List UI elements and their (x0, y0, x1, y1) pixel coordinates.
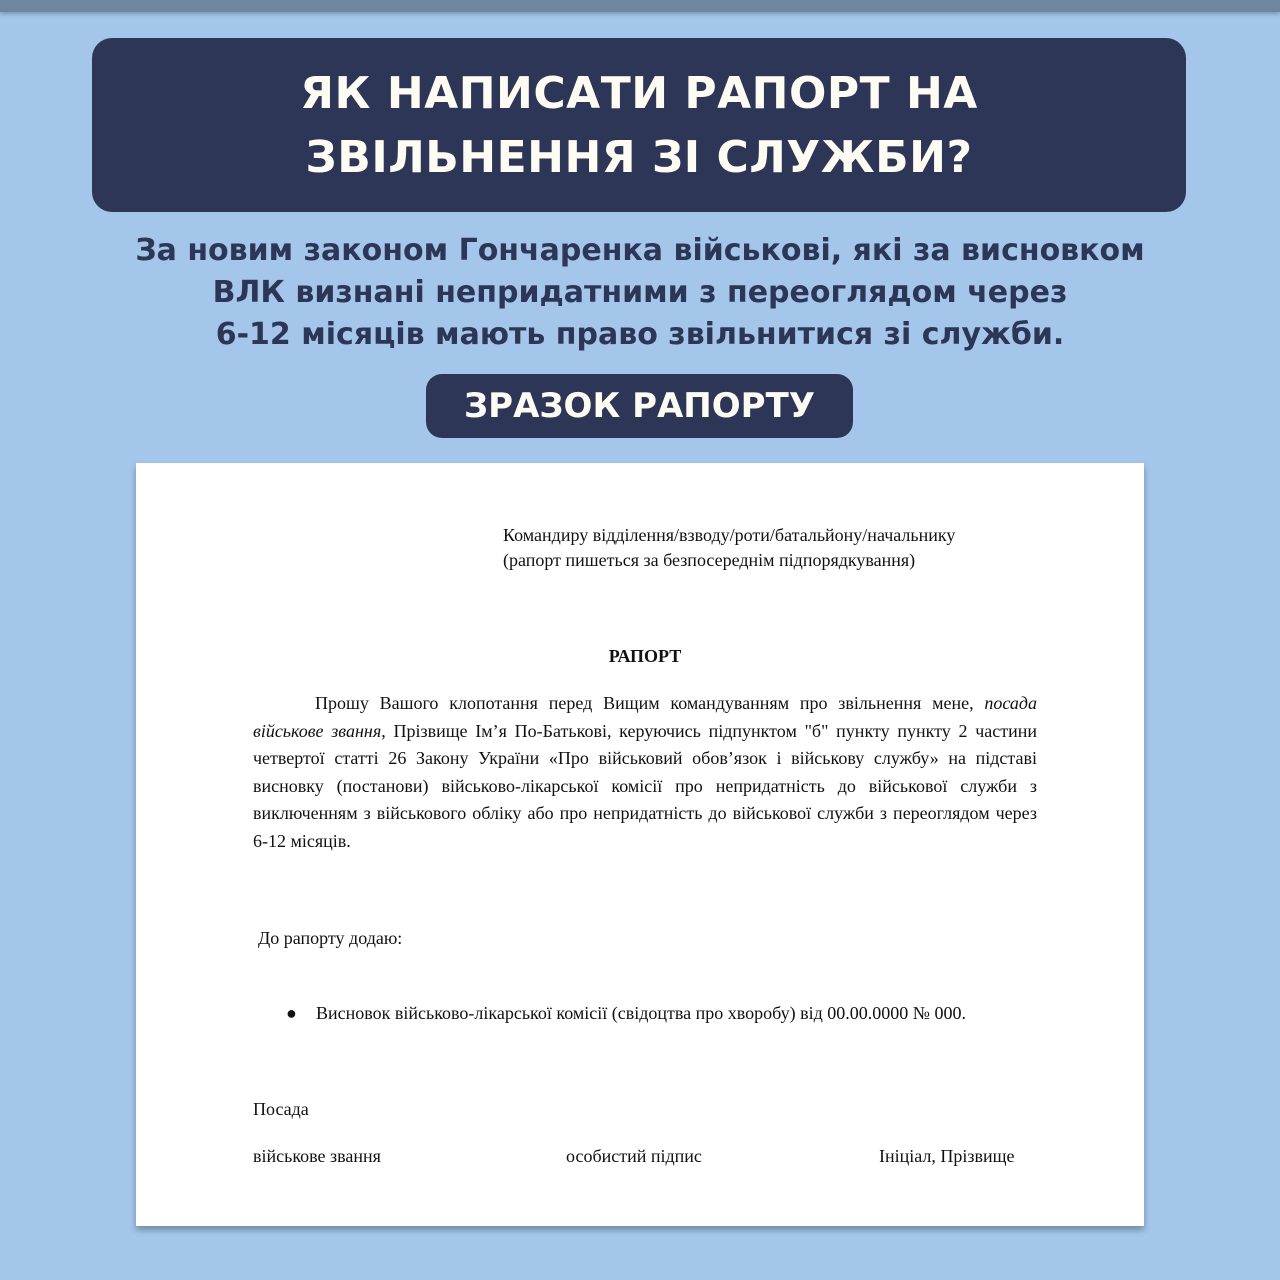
name-field: Ініціал, Прізвище (879, 1146, 1015, 1166)
subtitle-line: За новим законом Гончаренка військові, які за висновком (135, 233, 1145, 268)
position-field: Посада (253, 1099, 309, 1119)
document-heading: РАПОРТ (608, 646, 682, 666)
sample-badge: ЗРАЗОК РАПОРТУ (426, 374, 853, 438)
bullet-icon: ● (286, 1003, 297, 1023)
document-sample (136, 463, 1144, 1226)
title-line: ЯК НАПИСАТИ РАПОРТ НА (300, 68, 978, 119)
subtitle-line: 6-12 місяців мають право звільнитися зі служби. (215, 317, 1065, 352)
subtitle-line: ВЛК визнані непридатними з переоглядом через (212, 275, 1068, 310)
body-italic: посада військове звання (253, 693, 1037, 741)
signature-field: особистий підпис (566, 1146, 702, 1166)
rank-field: військове звання (253, 1146, 381, 1166)
addressee (503, 523, 955, 573)
document-body (253, 690, 1037, 856)
page-title (92, 38, 1186, 212)
body-text: Прошу Вашого клопотання перед Вищим командуванням про звільнення мене, (315, 693, 985, 713)
subtitle (60, 230, 1220, 356)
body-text: , Прізвище Ім’я По-Батькові, керуючись підпунктом "б" пункту пункту 2 частини четвертої статті 26 Закону України «Про військовий обов’язок і військову службу» на підставі висновку (постанови) військово-лікарської комісії про непридатність до військової служби з виключенням з військового обліку або про непридатність до військової служби з переоглядом через 6-12 місяців. (253, 720, 1037, 851)
addressee-line: Командиру відділення/взводу/роти/батальйону/начальнику (503, 525, 956, 545)
attachment-item (286, 1003, 966, 1024)
top-bar (0, 0, 1280, 12)
attachments-label: До рапорту додаю: (258, 928, 403, 948)
attachment-text: Висновок військово-лікарської комісії (свідоцтва про хворобу) від 00.00.0000 № 000. (316, 1003, 966, 1023)
addressee-note: (рапорт пишеться за безпосереднім підпорядкування) (503, 550, 916, 570)
title-line: ЗВІЛЬНЕННЯ ЗІ СЛУЖБИ? (305, 132, 973, 183)
